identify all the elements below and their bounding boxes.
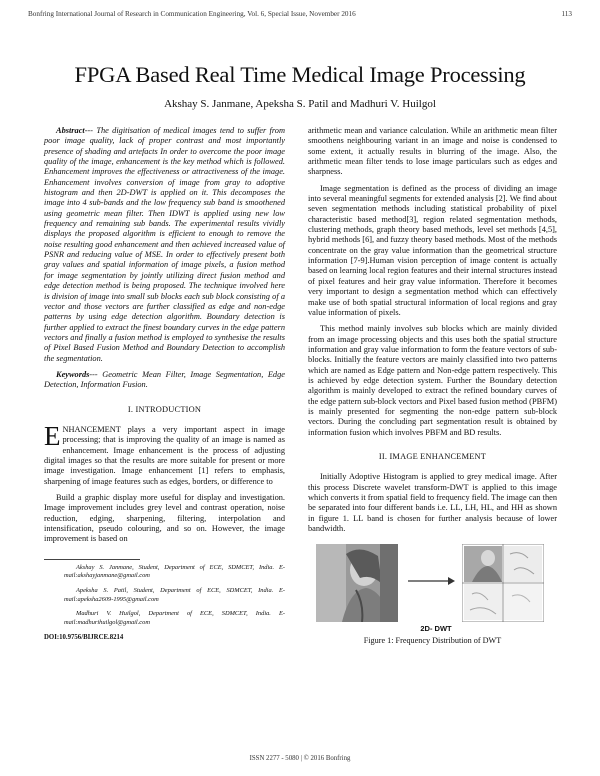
- keywords: [44, 370, 285, 391]
- abstract: [44, 126, 285, 364]
- drop-cap: E: [44, 420, 61, 451]
- right-column: [308, 126, 557, 653]
- page-number: 113: [561, 10, 572, 18]
- body-paragraph-3: This method mainly involves sub blocks which are mainly divided from an image processing objects and this uses both the spatial structure information and gray value information to form the feature vectors of sub-blocks. Initially the feature vectors are mainly classified into two patterns which are named as Edge pattern and Non-edge pattern respectively. This is achieved by edge detection system. Further the Boundary detection algorithm is mainly developed to extract the refined boundary curves of the edge pattern sub-block vectors and Pixel based fusion method (PBFM) is mainly presented for segmenting the non-edge pattern sub-block vectors. During the concluding part segmentation result is obtained by information fusion which involves PBFM and BD results.: [308, 324, 557, 437]
- footnote-author-2: Apeksha S. Patil, Student, Department of ECE, SDMCET, India. E-mail:apeksha2609-1995@gmail.com: [64, 586, 285, 603]
- footnote-rule: [44, 559, 140, 560]
- footnote-author-3: Madhuri V. Huilgol, Department of ECE, SDMCET, India. E-mail:madhurihuilgol@gmail.com: [64, 610, 285, 626]
- doi: DOI:10.9756/BIJRCE.8214: [44, 634, 124, 642]
- footnote-author-1: Akshay S. Janmane, Student, Department of ECE, SDMCET, India. E-mail:akshayjanmane@gmail.com: [64, 563, 285, 580]
- section-heading-introduction: I. INTRODUCTION: [127, 404, 202, 414]
- figure-caption: Figure 1: Frequency Distribution of DWT: [363, 636, 502, 646]
- medical-image-photo: [316, 544, 398, 622]
- intro-paragraph-1: [44, 420, 285, 487]
- abstract-label: Abstract---: [56, 126, 94, 135]
- intro-text-1: NHANCEMENT plays a very important aspect in image processing; that is improving the quality of an image is named as enhancement. Image enhancement is the process of adjusting digital images so that the results are more suitable for present or more image investigation. Image enhancement [1] refers to emphasis, sharpening of image features such as edges, borders, or difference to: [44, 424, 285, 486]
- keywords-label: Keywords---: [56, 369, 98, 379]
- section-heading-image-enhancement: II. IMAGE ENHANCEMENT: [378, 451, 487, 461]
- intro-paragraph-2: Build a graphic display more useful for display and investigation. Image improvement includes grey level and contrast operation, noise reduction, edging, sharpening, filtering, interpolation and intensification, pseudo colouring, and so on. However, the image improvement is based on: [44, 493, 285, 544]
- enhancement-paragraph: Initially Adoptive Histogram is applied to grey medical image. After this process Discrete wavelet transform-DWT is applied to this image which converts it from spatial field to frequency field. The image can then be separated into four different bands i.e. LL, LH, HL, and HH as shown in figure 1. LL band is chosen for further analysis because of lower bandwidth.: [308, 472, 557, 534]
- paper-authors: Akshay S. Janmane, Apeksha S. Patil and Madhuri V. Huilgol: [164, 98, 436, 110]
- abstract-text: The digitisation of medical images tend to suffer from poor image quality, lack of proper contrast and most importantly presence of shading and artefacts In order to overcome the poor image quality of the image, enhancement is the key method which is followed. Enhancement improves the effectiveness or attractiveness of the image. Enhancement involves conversion of image from gray to adoptive histogram and then 2D-DWT is applied on it. This decomposes the image into 4 sub-bands and the low frequency sub band is smoothened using geometric mean filter. Then IDWT is applied using new low frequency and remaining sub bands. The experimental results vividly displays the proposed algorithm is efficient to enough to remove the noise resulting good enhancement and then achieved increased value of PSNR and reducing value of MSE. In order to effectively present both gray values and spatial information of image pixels, a fusion method for image segmentation by jointly utilizing direct fusion method and edge detection method is being proposed. The technique involved here is division of image into small sub blocks each sub block consisting of a vector and those vectors are further classified as edge and non-edge patterns by using edge detection algorithm. Boundary detection is further applied to extract the finest boundary curves in the edge pattern vectors and finally a fusion method is employed to synthesise the results of Pixel Based Fusion Method and Boundary Detection to accomplish the segmentation.: [44, 126, 285, 363]
- journal-name: Bonfring International Journal of Research in Communication Engineering, Vol. 6, Special Issue, November 2016: [28, 10, 356, 18]
- running-head: [28, 10, 572, 18]
- dwt-subband-grid: [462, 544, 544, 622]
- left-column: [44, 126, 285, 650]
- arrow-icon: [406, 576, 456, 586]
- body-paragraph-2: Image segmentation is defined as the process of dividing an image into several meaningful segments for extended analysis [2]. We find about seven segmentation methods including statistical probability of pixel characteristic based method[3], region related segmentation methods, clustering methods, graph theory based methods, level set methods [4,5], hybrid methods [6], and fuzzy theory based methods. Most of the methods concentrate on the gray value information than the geometrical structure information [7-9].Human vision perception of image content is actually based on learning local region features and their internal structures instead of pixel features and heir gray value information. Therefore it becomes very important to design a segmentation method which can effectively make use of both spatial structural information of local regions and gray value information of pixels.: [308, 183, 557, 317]
- figure-1: [308, 540, 557, 636]
- paper-title: FPGA Based Real Time Medical Image Processing: [74, 62, 526, 87]
- figure-label: 2D- DWT: [420, 624, 452, 634]
- page-footer: ISSN 2277 - 5080 | © 2016 Bonfring: [249, 755, 351, 762]
- body-paragraph-1: arithmetic mean and variance calculation. While an arithmetic mean filter smoothens neighbouring variant in an image and noise is condensed to some extent, it actually results in blurring of the image. Also, the arithmetic mean filter tends to lose image particulars such as edges and sharpness.: [308, 126, 557, 177]
- keywords-text: Geometric Mean Filter, Image Segmentation, Edge Detection, Information Fusion.: [44, 369, 285, 390]
